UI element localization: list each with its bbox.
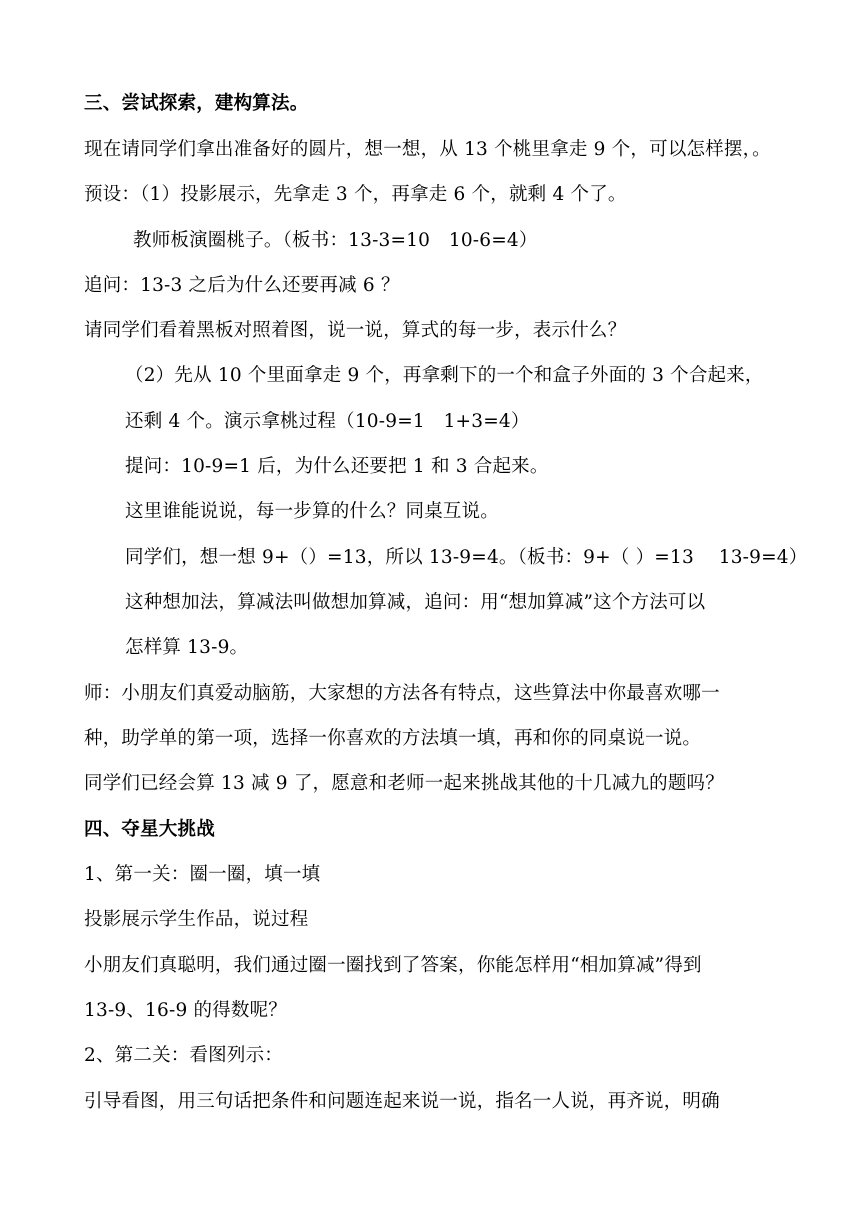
paragraph-line: 2、第二关：看图列示： — [84, 1045, 283, 1066]
paragraph-line: 现在请同学们拿出准备好的圆片，想一想，从 13 个桃里拿走 9 个，可以怎样摆，。 — [84, 139, 771, 160]
paragraph-line: 同学们已经会算 13 减 9 了，愿意和老师一起来挑战其他的十几减九的题吗？ — [84, 773, 724, 794]
paragraph-line: 这种想加法，算减法叫做想加算减，追问：用“想加算减”这个方法可以 — [125, 592, 706, 613]
paragraph-line: 教师板演圈桃子。（板书：13-3=10 10-6=4） — [133, 230, 538, 251]
paragraph-line: 引导看图，用三句话把条件和问题连起来说一说，指名一人说，再齐说，明确 — [84, 1091, 720, 1112]
paragraph-line: 1、第一关：圈一圈，填一填 — [84, 864, 321, 885]
paragraph-line: 追问：13-3 之后为什么还要再减 6 ？ — [84, 275, 400, 296]
paragraph-line: 种，助学单的第一项，选择一你喜欢的方法填一填，再和你的同桌说一说。 — [84, 728, 702, 749]
section-heading-3: 三、尝试探索，建构算法。 — [84, 93, 309, 114]
paragraph-line: 请同学们看着黑板对照着图，说一说，算式的每一步，表示什么？ — [84, 320, 627, 341]
paragraph-line: 师：小朋友们真爱动脑筋，大家想的方法各有特点，这些算法中你最喜欢哪一 — [84, 683, 720, 704]
paragraph-line: 13-9、16-9 的得数呢？ — [84, 1000, 288, 1021]
paragraph-line: （2）先从 10 个里面拿走 9 个，再拿剩下的一个和盒子外面的 3 个合起来， — [125, 365, 764, 386]
section-heading-4: 四、夺星大挑战 — [84, 819, 215, 840]
paragraph-line: 小朋友们真聪明，我们通过圈一圈找到了答案，你能怎样用“相加算减”得到 — [84, 955, 702, 976]
paragraph-line: 怎样算 13-9。 — [125, 637, 249, 658]
paragraph-line: 这里谁能说说，每一步算的什么？同桌互说。 — [125, 501, 500, 522]
paragraph-line: 还剩 4 个。演示拿桃过程（10-9=1 1+3=4） — [125, 411, 530, 432]
paragraph-line: 预设：（1）投影展示，先拿走 3 个，再拿走 6 个，就剩 4 个了。 — [84, 184, 627, 205]
paragraph-line: 投影展示学生作品，说过程 — [84, 909, 309, 930]
paragraph-line: 提问：10-9=1 后，为什么还要把 1 和 3 合起来。 — [125, 456, 549, 477]
paragraph-line: 同学们，想一想 9+（）=13，所以 13-9=4。（板书：9+（ ）=13 13-9=4） — [125, 547, 808, 568]
